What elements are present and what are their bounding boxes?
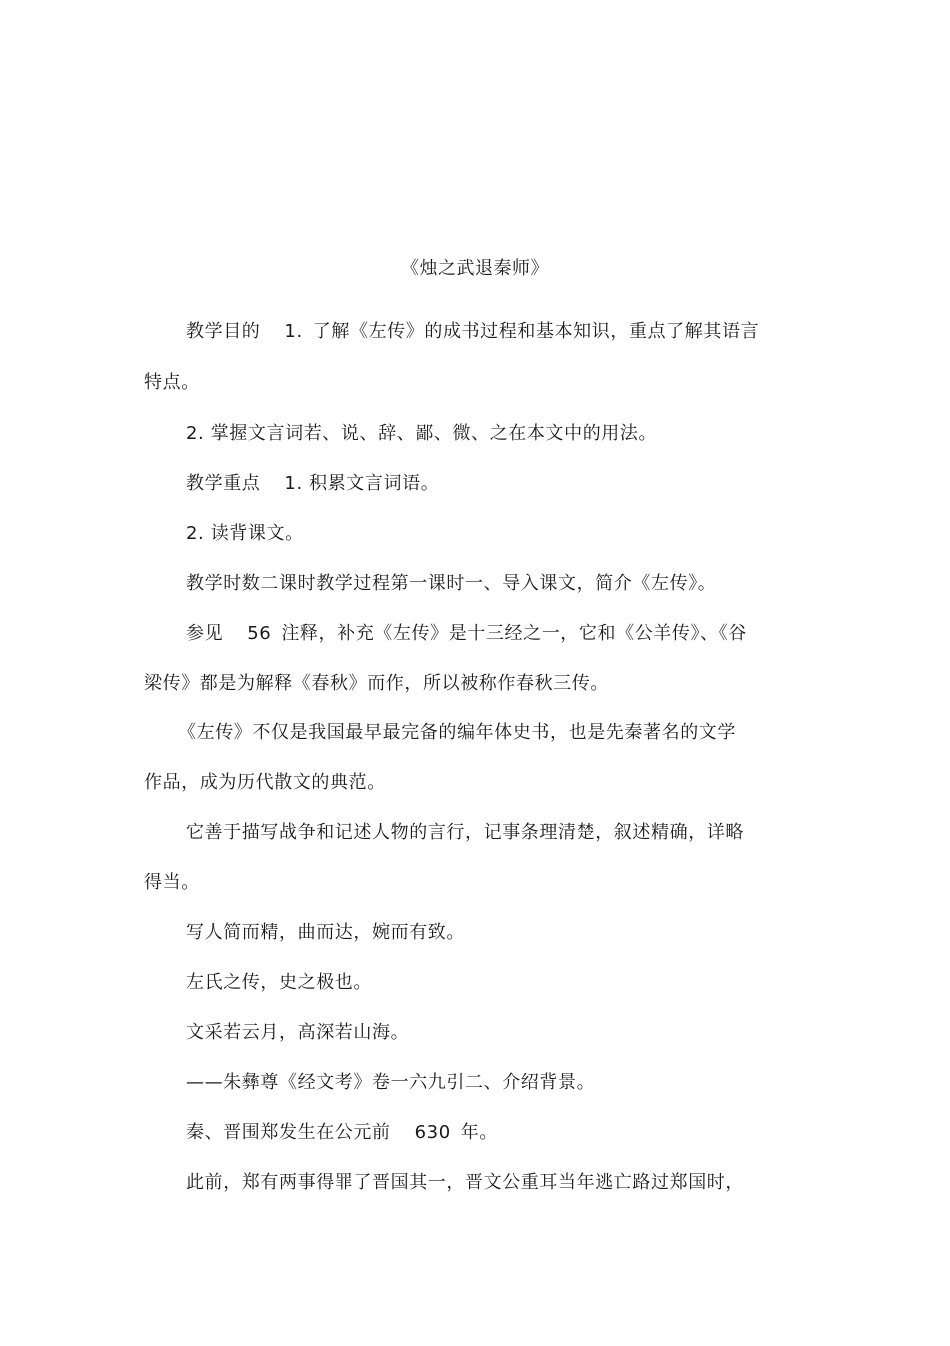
reference-prefix: 参见: [186, 623, 224, 644]
quote-line-1: 写人简而精，曲而达，婉而有致。: [186, 922, 465, 943]
objectives-line: [186, 319, 759, 345]
focus1-text: 1. 积累文言词语。: [284, 473, 440, 494]
document-title: 《烛之武退秦师》: [401, 258, 549, 279]
background-line: [186, 1120, 498, 1146]
reference-line: [186, 621, 747, 647]
narrative-continuation: 得当。: [144, 872, 200, 893]
background-year: 630: [414, 1122, 451, 1143]
reference-text: 注释，补充《左传》是十三经之一，它和《公羊传》、《谷: [281, 623, 747, 644]
background-suffix: 年。: [460, 1122, 498, 1143]
background-text: 秦、晋围郑发生在公元前: [186, 1122, 391, 1143]
history-line: 此前，郑有两事得罪了晋国其一，晋文公重耳当年逃亡路过郑国时，: [186, 1172, 744, 1193]
focus-line: [186, 471, 439, 497]
objectives-label: 教学目的: [186, 321, 261, 342]
quote-line-3: 文采若云月，高深若山海。: [186, 1022, 410, 1043]
quote-source-line: ——朱彝尊《经文考》卷一六九引二、介绍背景。: [186, 1072, 596, 1093]
zuozhuan-line: 《左传》不仅是我国最早最完备的编年体史书，也是先秦著名的文学: [178, 722, 736, 743]
focus2-line: 2. 读背课文。: [186, 523, 304, 544]
quote-line-2: 左氏之传，史之极也。: [186, 972, 372, 993]
zuozhuan-continuation: 作品，成为历代散文的典范。: [144, 772, 386, 793]
focus-label: 教学重点: [186, 473, 261, 494]
teaching-time-line: 教学时数二课时教学过程第一课时一、导入课文，简介《左传》。: [186, 573, 717, 594]
reference-continuation: 梁传》都是为解释《春秋》而作，所以被称作春秋三传。: [144, 673, 609, 694]
reference-number: 56: [247, 623, 272, 644]
objective1-continuation: 特点。: [144, 372, 200, 393]
narrative-line: 它善于描写战争和记述人物的言行，记事条理清楚，叙述精确，详略: [186, 822, 744, 843]
objective1-text: 了解《左传》的成书过程和基本知识，重点了解其语言: [312, 321, 760, 342]
objective2-line: 2. 掌握文言词若、说、辞、鄙、微、之在本文中的用法。: [186, 423, 658, 444]
objective1-number: 1.: [284, 321, 303, 342]
